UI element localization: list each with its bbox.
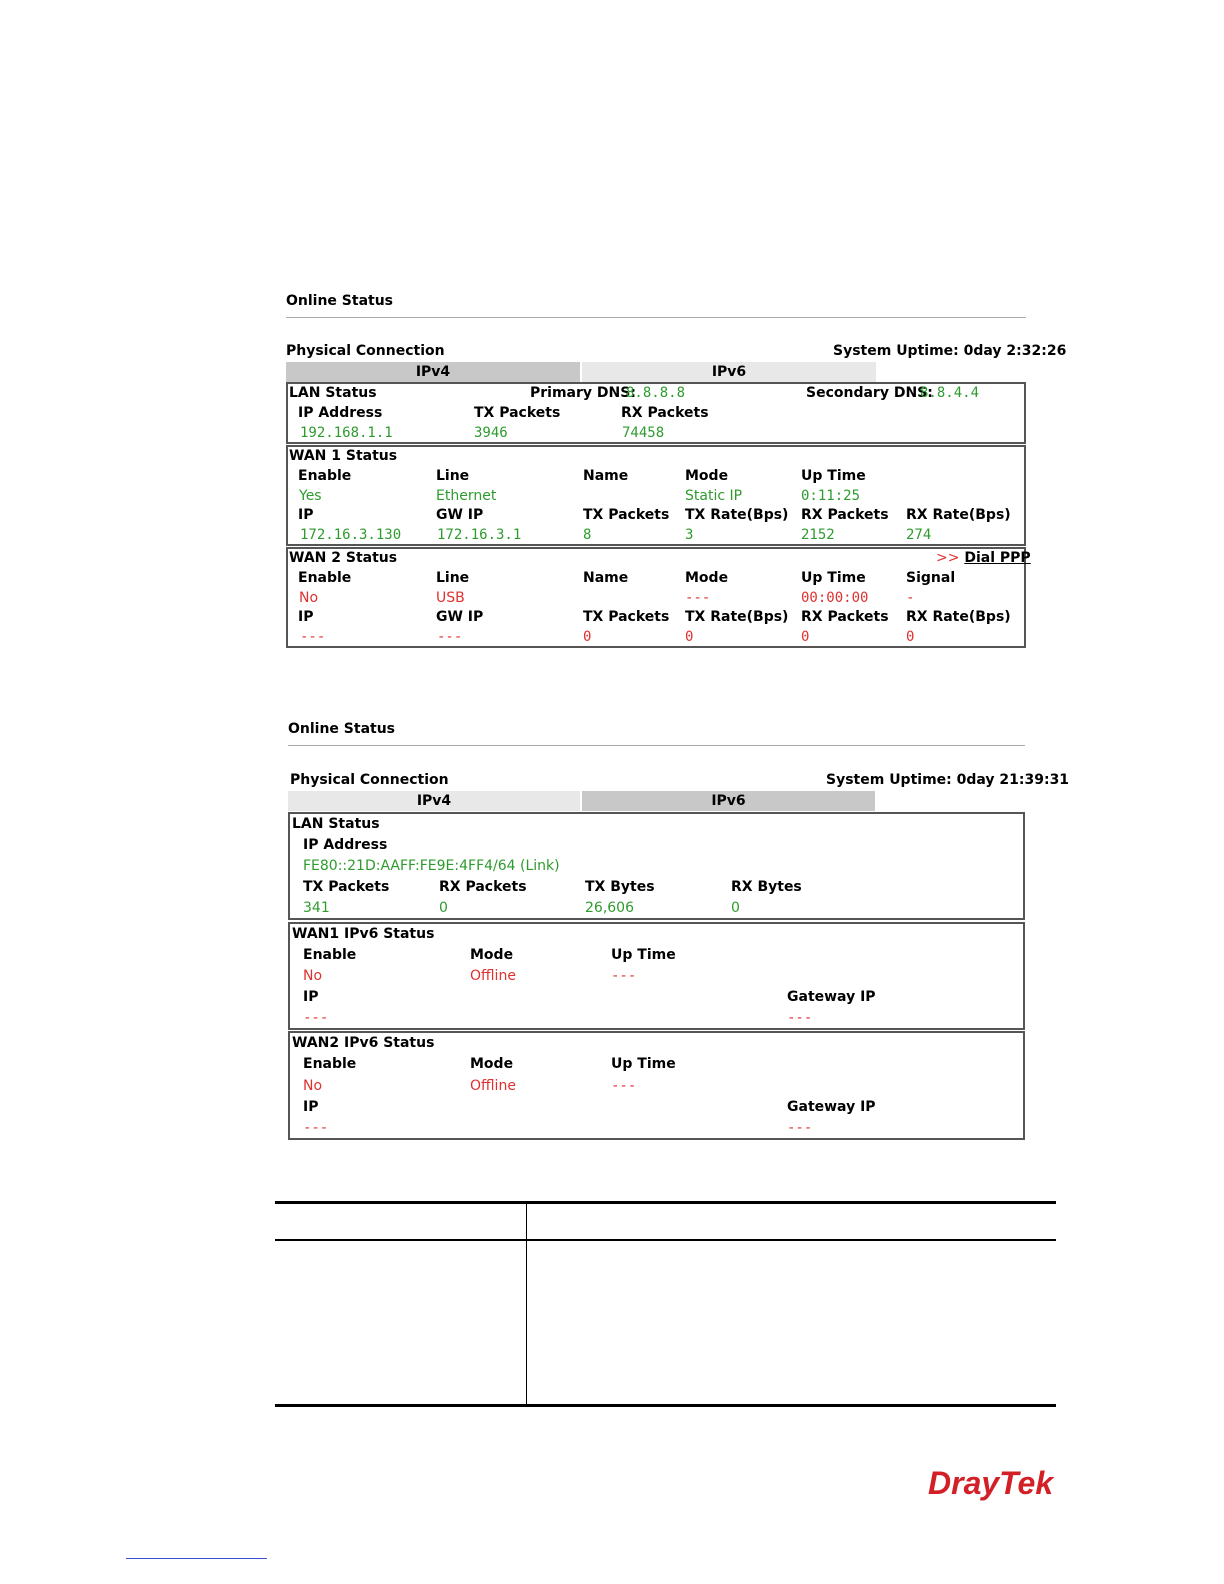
ipv6-lan-rxbytes-value: 0	[731, 900, 740, 916]
wan2-mode-value: ---	[685, 590, 711, 606]
ipv6-wan1-mode-value: Offline	[470, 968, 516, 984]
ipv6-lan-h-txpackets: TX Packets	[303, 879, 390, 895]
wan1-h-line: Line	[436, 468, 470, 484]
wan2-h-rxrate: RX Rate(Bps)	[906, 609, 1011, 625]
wan2-signal-value: -	[906, 590, 915, 606]
panel1-physical-connection: Physical Connection	[286, 343, 445, 359]
wan2-rxpackets-value: 0	[801, 629, 810, 645]
ipv6-lan-h-rxpackets: RX Packets	[439, 879, 527, 895]
ipv6-wan2-ip-value: ---	[303, 1120, 329, 1136]
tab2-ipv4[interactable]: IPv4	[288, 791, 580, 811]
ipv6-wan2-gw-value: ---	[787, 1120, 813, 1136]
lan-header-tx: TX Packets	[474, 405, 561, 421]
ipv6-wan1-gw-value: ---	[787, 1010, 813, 1026]
footer-link-underline	[126, 1558, 267, 1559]
tab2-ipv6[interactable]: IPv6	[582, 791, 875, 811]
dial-ppp-label: Dial PPP	[964, 550, 1031, 566]
wan1-h-ip: IP	[298, 507, 314, 523]
ipv6-wan1-enable-value: No	[303, 968, 323, 984]
wan2-h-ip: IP	[298, 609, 314, 625]
wan1-h-mode: Mode	[685, 468, 729, 484]
wan1-ip-value: 172.16.3.130	[300, 527, 402, 543]
wan2-txpackets-value: 0	[583, 629, 592, 645]
wan2-h-enable: Enable	[298, 570, 352, 586]
wan2-h-name: Name	[583, 570, 629, 586]
wan1-uptime-value: 0:11:25	[801, 488, 861, 504]
lan-header-ip: IP Address	[298, 405, 383, 421]
ipv6-lan-h-txbytes: TX Bytes	[585, 879, 655, 895]
ipv6-wan1-h-enable: Enable	[303, 947, 357, 963]
wan1-h-txrate: TX Rate(Bps)	[685, 507, 789, 523]
wan2-h-signal: Signal	[906, 570, 956, 586]
ipv6-wan1-ip-value: ---	[303, 1010, 329, 1026]
wan2-h-line: Line	[436, 570, 470, 586]
wan2-uptime-value: 00:00:00	[801, 590, 869, 606]
wan2-h-txpackets: TX Packets	[583, 609, 670, 625]
ipv6-wan2-ip-label: IP	[303, 1099, 319, 1115]
panel2-title: Online Status	[288, 721, 396, 737]
wan1-txrate-value: 3	[685, 527, 694, 543]
wan1-h-uptime: Up Time	[801, 468, 866, 484]
wan2-enable-value: No	[299, 590, 319, 606]
panel1-divider	[286, 317, 1026, 318]
lan-header-rx: RX Packets	[621, 405, 709, 421]
table-bottom-rule	[275, 1404, 1056, 1407]
lan-rx-value: 74458	[622, 425, 665, 441]
secondary-dns-label: Secondary DNS:	[806, 385, 933, 401]
wan2-line-value: USB	[436, 590, 465, 606]
wan1-rxpackets-value: 2152	[801, 527, 835, 543]
wan1-h-txpackets: TX Packets	[583, 507, 670, 523]
draytek-logo	[926, 1466, 1058, 1510]
ipv6-wan2-h-mode: Mode	[470, 1056, 514, 1072]
lan-ip-value: 192.168.1.1	[300, 425, 393, 441]
wan1-gwip-value: 172.16.3.1	[437, 527, 522, 543]
lan-tx-value: 3946	[474, 425, 508, 441]
ipv6-wan2-h-uptime: Up Time	[611, 1056, 676, 1072]
wan2-h-mode: Mode	[685, 570, 729, 586]
ipv6-wan2-h-enable: Enable	[303, 1056, 357, 1072]
ipv6-lan-status-title: LAN Status	[292, 816, 380, 832]
wan2-txrate-value: 0	[685, 629, 694, 645]
wan2-h-rxpackets: RX Packets	[801, 609, 889, 625]
table-top-rule	[275, 1201, 1056, 1204]
wan2-status-title: WAN 2 Status	[289, 550, 398, 566]
ipv6-lan-ip-label: IP Address	[303, 837, 388, 853]
ipv6-wan2-uptime-value: ---	[611, 1078, 637, 1094]
draytek-logo-text: DrayTek	[928, 1466, 1054, 1501]
panel2-system-uptime: System Uptime: 0day 21:39:31	[826, 772, 1070, 788]
dial-ppp-link[interactable]	[936, 550, 1031, 566]
ipv6-wan1-status-title: WAN1 IPv6 Status	[292, 926, 435, 942]
wan1-h-enable: Enable	[298, 468, 352, 484]
secondary-dns-value: 8.8.4.4	[920, 385, 980, 401]
ipv6-lan-txbytes-value: 26,606	[585, 900, 634, 916]
wan1-rxrate-value: 274	[906, 527, 932, 543]
ipv6-wan2-enable-value: No	[303, 1078, 323, 1094]
wan1-status-title: WAN 1 Status	[289, 448, 398, 464]
ipv6-wan2-status-title: WAN2 IPv6 Status	[292, 1035, 435, 1051]
draytek-logo-svg	[926, 1466, 1058, 1506]
ipv6-wan1-ip-label: IP	[303, 989, 319, 1005]
wan1-h-name: Name	[583, 468, 629, 484]
wan1-txpackets-value: 8	[583, 527, 592, 543]
primary-dns-label: Primary DNS:	[530, 385, 636, 401]
wan1-h-gwip: GW IP	[436, 507, 484, 523]
ipv6-lan-txpackets-value: 341	[303, 900, 330, 916]
ipv6-lan-ip-value: FE80::21D:AAFF:FE9E:4FF4/64 (Link)	[303, 858, 560, 874]
ipv6-wan2-gw-label: Gateway IP	[787, 1099, 876, 1115]
table-column-divider	[526, 1203, 527, 1406]
wan1-h-rxrate: RX Rate(Bps)	[906, 507, 1011, 523]
wan2-h-txrate: TX Rate(Bps)	[685, 609, 789, 625]
table-header-rule	[275, 1239, 1056, 1241]
wan2-rxrate-value: 0	[906, 629, 915, 645]
panel2-divider	[288, 745, 1025, 746]
wan1-h-rxpackets: RX Packets	[801, 507, 889, 523]
wan1-enable-value: Yes	[299, 488, 322, 504]
lan-status-title: LAN Status	[289, 385, 377, 401]
wan1-line-value: Ethernet	[436, 488, 497, 504]
panel2-physical-connection: Physical Connection	[290, 772, 449, 788]
wan2-ip-value: ---	[300, 629, 326, 645]
wan2-h-uptime: Up Time	[801, 570, 866, 586]
ipv6-lan-rxpackets-value: 0	[439, 900, 448, 916]
ipv6-wan1-uptime-value: ---	[611, 968, 637, 984]
primary-dns-value: 8.8.8.8	[626, 385, 686, 401]
tab-ipv6[interactable]: IPv6	[582, 362, 876, 382]
wan2-h-gwip: GW IP	[436, 609, 484, 625]
ipv6-wan2-mode-value: Offline	[470, 1078, 516, 1094]
ipv6-lan-h-rxbytes: RX Bytes	[731, 879, 802, 895]
panel1-title: Online Status	[286, 293, 394, 309]
ipv6-wan1-h-uptime: Up Time	[611, 947, 676, 963]
dial-ppp-arrow: >>	[936, 550, 960, 566]
wan2-gwip-value: ---	[437, 629, 463, 645]
ipv6-wan1-gw-label: Gateway IP	[787, 989, 876, 1005]
wan1-mode-value: Static IP	[685, 488, 743, 504]
tab-ipv4[interactable]: IPv4	[286, 362, 580, 382]
ipv6-wan1-h-mode: Mode	[470, 947, 514, 963]
panel1-system-uptime: System Uptime: 0day 2:32:26	[833, 343, 1067, 359]
